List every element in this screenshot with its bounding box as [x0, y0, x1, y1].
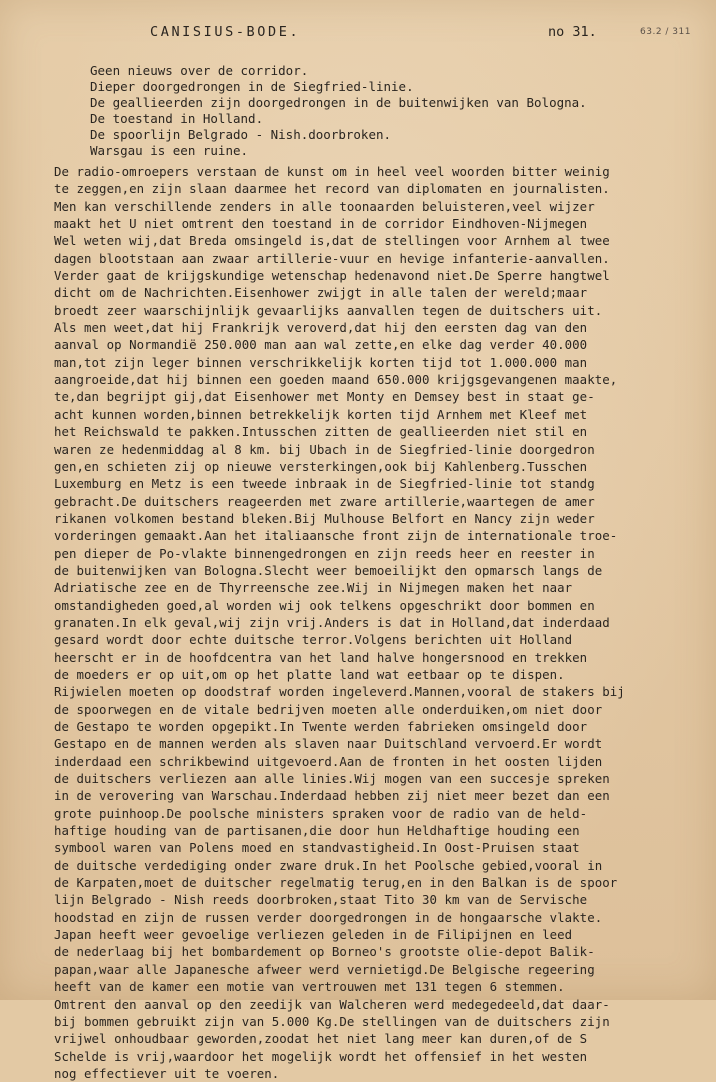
body-line: gen,en schieten zij op nieuwe versterkingen,ook bij Kahlenberg.Tusschen	[54, 458, 588, 474]
body-line: de buitenwijken van Bologna.Slecht weer bemoeilijkt den opmarsch langs de	[54, 562, 603, 578]
body-line: vrijwel onhoudbaar geworden,zoodat het niet lang meer kan duren,of de S	[54, 1031, 588, 1047]
body-line: de duitschers verliezen aan alle linies.Wij mogen van een succesje spreken	[54, 771, 610, 787]
body-line: rikanen volkomen bestand bleken.Bij Mulhouse Belfort en Nancy zijn weder	[54, 510, 595, 526]
body-line: Omtrent den aanval op den zeedijk van Walcheren werd medegedeeld,dat daar-	[54, 996, 610, 1012]
body-line: nog effectiever uit te voeren.	[54, 1065, 280, 1081]
body-line: papan,waar alle Japanesche afweer werd vernietigd.De Belgische regeering	[54, 961, 595, 977]
body-line: heeft van de kamer een motie van vertrouwen met 131 tegen 6 stemmen.	[54, 979, 565, 995]
body-line: de spoorwegen en de vitale bedrijven moeten alle onderduiken,om niet door	[54, 701, 603, 717]
body-line: te zeggen,en zijn slaan daarmee het record van diplomaten en journalisten.	[54, 181, 610, 197]
body-line: Japan heeft weer gevoelige verliezen geleden in de Filipijnen en leed	[54, 927, 573, 943]
body-line: de Karpaten,moet de duitscher regelmatig terug,en in den Balkan is de spoor	[54, 875, 618, 891]
body-line: Schelde is vrij,waardoor het mogelijk wordt het offensief in het westen	[54, 1048, 588, 1064]
body-line: Adriatische zee en de Thyrreensche zee.Wij in Nijmegen maken het naar	[54, 580, 573, 596]
headline: Warsgau is een ruine.	[90, 143, 249, 158]
body-line: de Gestapo te worden opgepikt.In Twente werden fabrieken omsingeld door	[54, 719, 588, 734]
body-line: waren ze hedenmiddag al 8 km. bij Ubach in de Siegfried-linie doorgedron	[54, 441, 595, 457]
body-line: Als men weet,dat hij Frankrijk veroverd,dat hij den eersten dag van den	[54, 320, 588, 336]
body-line: het Reichswald te pakken.Intusschen zitten de geallieerden niet stil en	[54, 424, 588, 440]
article-body	[54, 163, 694, 1082]
body-line: de duitsche verdediging onder zware druk.In het Poolsche gebied,vooral in	[54, 857, 603, 873]
archive-stamp: 63.2 / 311	[640, 27, 691, 37]
body-line: lijn Belgrado - Nish reeds doorbroken,staat Tito 30 km van de Servische	[54, 892, 588, 908]
headline: Dieper doorgedrongen in de Siegfried-linie.	[90, 79, 414, 94]
headline: De geallieerden zijn doorgedrongen in de buitenwijken van Bologna.	[90, 95, 587, 110]
headlines-list	[90, 63, 690, 159]
body-line: de nederlaag bij het bombardement op Borneo's grootste olie-depot Balik-	[54, 944, 595, 960]
body-line: Gestapo en de mannen werden als slaven naar Duitschland vervoerd.Er wordt	[54, 736, 603, 752]
body-line: De radio-omroepers verstaan de kunst om in heel veel woorden bitter weinig	[54, 164, 610, 179]
body-line: dicht om de Nachrichten.Eisenhower zwijgt in alle talen der wereld;maar	[54, 285, 588, 301]
issue-number: no 31.	[548, 24, 597, 40]
body-line: inderdaad een schrikbewind uitgevoerd.Aan de fronten in het oosten lijden	[54, 753, 603, 769]
body-line: maakt het U niet omtrent den toestand in de corridor Eindhoven-Nijmegen	[54, 216, 588, 232]
body-line: Rijwielen moeten op doodstraf worden ingeleverd.Mannen,vooral de stakers bij	[54, 684, 625, 700]
body-line: Wel weten wij,dat Breda omsingeld is,dat de stellingen voor Arnhem al twee	[54, 233, 610, 249]
body-line: acht kunnen worden,binnen betrekkelijk korten tijd Arnhem met Kleef met	[54, 406, 588, 422]
body-line: man,tot zijn leger binnen verschrikkelijk korten tijd tot 1.000.000 man	[54, 354, 588, 370]
body-line: gebracht.De duitschers reageerden met zware artillerie,waartegen de amer	[54, 493, 595, 509]
body-line: vorderingen gemaakt.Aan het italiaansche front zijn de internationale troe-	[54, 528, 618, 544]
masthead-title: CANISIUS-BODE.	[150, 24, 301, 40]
body-line: broedt zeer waarschijnlijk gevaarlijks aanvallen tegen de duitschers uit.	[54, 302, 603, 318]
body-line: bij bommen gebruikt zijn van 5.000 Kg.De stellingen van de duitschers zijn	[54, 1013, 610, 1029]
body-line: Luxemburg en Metz is een tweede inbraak in de Siegfried-linie tot standg	[54, 476, 595, 492]
body-line: heerscht er in de hoofdcentra van het land halve hongersnood en trekken	[54, 649, 588, 665]
body-line: pen dieper de Po-vlakte binnengedrongen en zijn reeds heer en reester in	[54, 545, 595, 561]
body-line: te,dan begrijpt gij,dat Eisenhower met Monty en Demsey best in staat ge-	[54, 389, 595, 405]
body-line: granaten.In elk geval,wij zijn vrij.Anders is dat in Holland,dat inderdaad	[54, 614, 610, 630]
body-line: Verder gaat de krijgskundige wetenschap hedenavond niet.De Sperre hangtwel	[54, 268, 610, 284]
headline: Geen nieuws over de corridor.	[90, 63, 309, 78]
headline: De spoorlijn Belgrado - Nish.doorbroken.	[90, 127, 392, 142]
body-line: aangroeide,dat hij binnen een goeden maand 650.000 krijgsgevangenen maakte,	[54, 372, 618, 388]
body-line: omstandigheden goed,al worden wij ook telkens opgeschrikt door bommen en	[54, 597, 595, 613]
body-line: gesard wordt door echte duitsche terror.Volgens berichten uit Holland	[54, 632, 573, 648]
body-line: symbool waren van Polens moed en standvastigheid.In Oost-Pruisen staat	[54, 840, 580, 856]
body-line: grote puinhoop.De poolsche ministers spraken voor de radio van de held-	[54, 805, 588, 821]
body-line: in de verovering van Warschau.Inderdaad hebben zij niet meer bezet dan een	[54, 788, 610, 804]
body-line: dagen blootstaan aan zwaar artillerie-vuur en hevige infanterie-aanvallen.	[54, 250, 610, 266]
body-line: Men kan verschillende zenders in alle toonaarden beluisteren,veel wijzer	[54, 198, 595, 214]
body-line: aanval op Normandië 250.000 man aan wal zette,en elke dag verder 40.000	[54, 337, 588, 353]
newsletter-header	[0, 24, 716, 44]
headline: De toestand in Holland.	[90, 111, 264, 126]
body-line: hoodstad en zijn de russen verder doorgedrongen in de hongaarsche vlakte.	[54, 909, 603, 925]
body-line: haftige houding van de partisanen,die door hun Heldhaftige houding een	[54, 823, 580, 839]
body-line: de moeders er op uit,om op het platte land wat eetbaar op te dispen.	[54, 666, 565, 682]
